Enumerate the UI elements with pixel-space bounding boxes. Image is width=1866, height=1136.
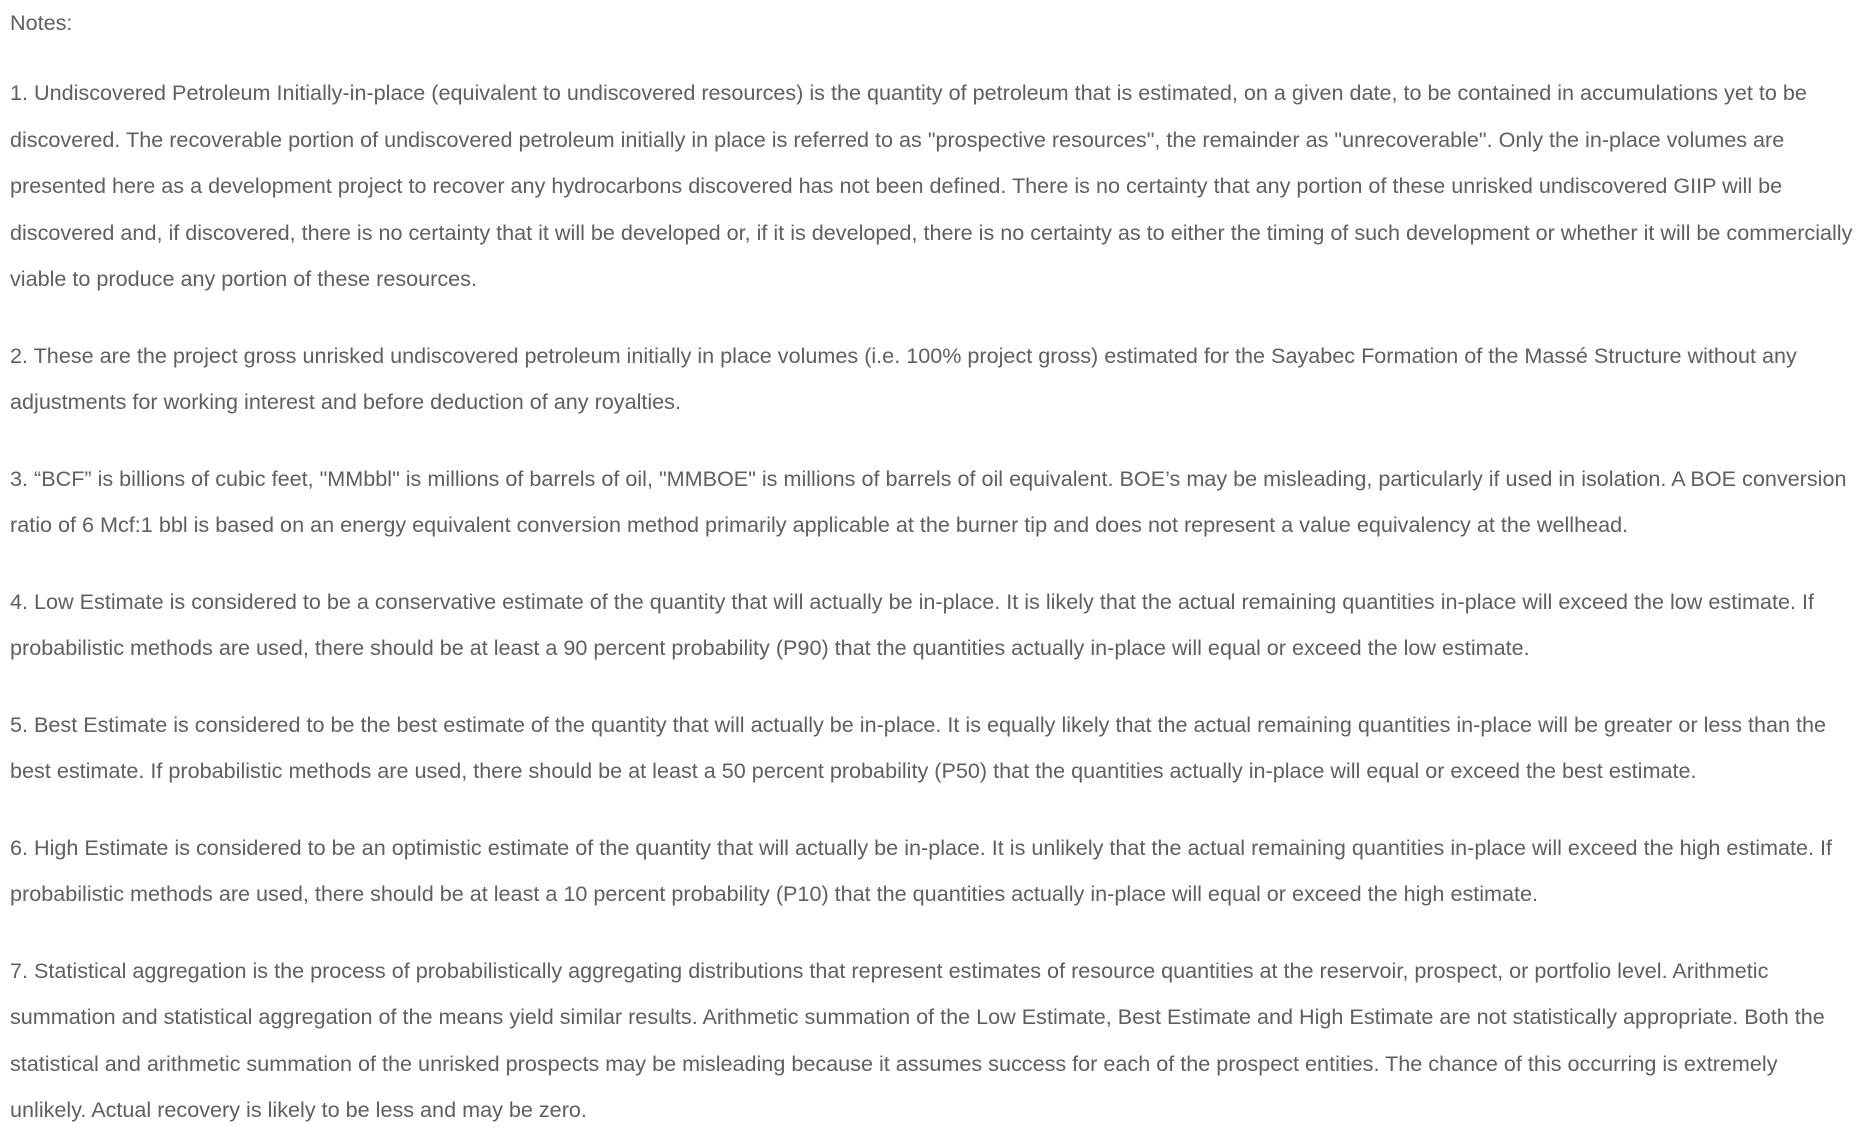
note-5: 5. Best Estimate is considered to be the best estimate of the quantity that will actually be in-place. It is equally likely that the actual remaining quantities in-place will be greater or less than the best estimate. If probabilistic methods are used, there should be at least a 50 percent probability (P50) that the quantities actually in-place will equal or exceed the best estimate. (10, 711, 1827, 783)
note-4: 4. Low Estimate is considered to be a conservative estimate of the quantity that will actually be in-place. It is likely that the actual remaining quantities in-place will exceed the low estimate. If probabilistic methods are used, there should be at least a 90 percent probability (P90) that the quantities actually in-place will equal or exceed the low estimate. (10, 588, 1814, 660)
note-1: 1. Undiscovered Petroleum Initially-in-place (equivalent to undiscovered resources) is the quantity of petroleum that is estimated, on a given date, to be contained in accumulations yet to be discovered. The recoverable portion of undiscovered petroleum initially in place is referred to as "prospective resources", the remainder as "unrecoverable". Only the in-place volumes are presented here as a development project to recover any hydrocarbons discovered has not been defined. There is no certainty that any portion of these unrisked undiscovered GIIP will be discovered and, if discovered, there is no certainty that it will be developed or, if it is developed, there is no certainty as to either the timing of such development or whether it will be commercially viable to produce any portion of these resources. (10, 80, 1853, 291)
notes-heading: Notes: (10, 10, 73, 35)
note-2: 2. These are the project gross unrisked undiscovered petroleum initially in place volumes (i.e. 100% project gross) estimated for the Sayabec Formation of the Massé Structure without any adjustments for working interest and before deduction of any royalties. (10, 342, 1797, 414)
note-6: 6. High Estimate is considered to be an optimistic estimate of the quantity that will actually be in-place. It is unlikely that the actual remaining quantities in-place will exceed the high estimate. If probabilistic methods are used, there should be at least a 10 percent probability (P10) that the quantities actually in-place will equal or exceed the high estimate. (10, 834, 1833, 906)
note-3: 3. “BCF” is billions of cubic feet, "MMbbl" is millions of barrels of oil, "MMBOE" is millions of barrels of oil equivalent. BOE’s may be misleading, particularly if used in isolation. A BOE conversion ratio of 6 Mcf:1 bbl is based on an energy equivalent conversion method primarily applicable at the burner tip and does not represent a value equivalency at the wellhead. (10, 465, 1847, 537)
note-7: 7. Statistical aggregation is the process of probabilistically aggregating distributions that represent estimates of resource quantities at the reservoir, prospect, or portfolio level. Arithmetic summation and statistical aggregation of the means yield similar results. Arithmetic summation of the Low Estimate, Best Estimate and High Estimate are not statistically appropriate. Both the statistical and arithmetic summation of the unrisked prospects may be misleading because it assumes success for each of the prospect entities. The chance of this occurring is extremely unlikely. Actual recovery is likely to be less and may be zero. (10, 957, 1825, 1122)
notes-section (10, 6, 1858, 1134)
